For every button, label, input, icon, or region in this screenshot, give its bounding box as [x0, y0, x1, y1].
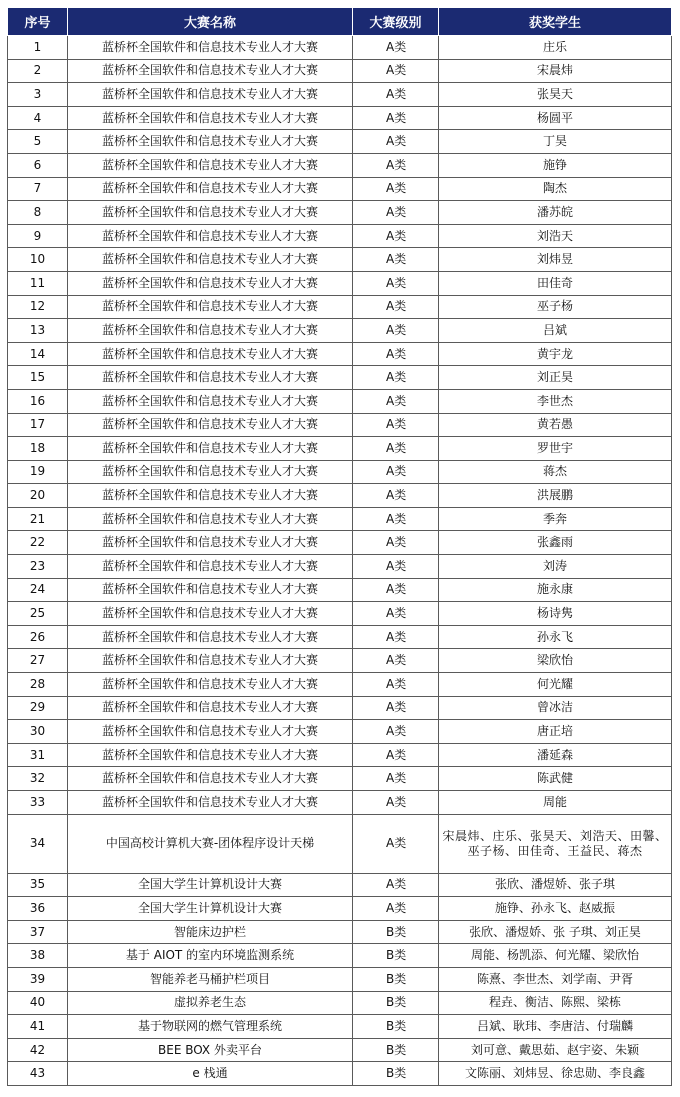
winners: 陈武健 — [439, 767, 672, 791]
competition-level: A类 — [353, 602, 439, 626]
winners: 程垚、衡洁、陈熙、梁栋 — [439, 991, 672, 1015]
winners: 吕斌 — [439, 319, 672, 343]
table-row — [8, 153, 672, 177]
row-number: 38 — [8, 944, 68, 968]
table-row — [8, 814, 672, 873]
awards-table-container — [7, 7, 672, 1086]
competition-level: A类 — [353, 814, 439, 873]
table-row — [8, 1062, 672, 1086]
table-row — [8, 342, 672, 366]
winners: 巫子杨 — [439, 295, 672, 319]
competition-level: A类 — [353, 484, 439, 508]
competition-name: 蓝桥杯全国软件和信息技术专业人才大赛 — [68, 153, 353, 177]
winners: 庄乐 — [439, 36, 672, 60]
competition-name: 蓝桥杯全国软件和信息技术专业人才大赛 — [68, 319, 353, 343]
winners: 唐正培 — [439, 720, 672, 744]
table-row — [8, 106, 672, 130]
row-number: 35 — [8, 873, 68, 897]
winners: 孙永飞 — [439, 625, 672, 649]
table-row — [8, 991, 672, 1015]
competition-level: B类 — [353, 920, 439, 944]
row-number: 17 — [8, 413, 68, 437]
competition-name: 蓝桥杯全国软件和信息技术专业人才大赛 — [68, 366, 353, 390]
competition-name: 全国大学生计算机设计大赛 — [68, 897, 353, 921]
competition-level: A类 — [353, 649, 439, 673]
table-row — [8, 602, 672, 626]
competition-name: 蓝桥杯全国软件和信息技术专业人才大赛 — [68, 342, 353, 366]
row-number: 42 — [8, 1038, 68, 1062]
winners: 何光耀 — [439, 673, 672, 697]
table-row — [8, 649, 672, 673]
table-row — [8, 767, 672, 791]
row-number: 7 — [8, 177, 68, 201]
table-row — [8, 555, 672, 579]
competition-level: B类 — [353, 1015, 439, 1039]
table-row — [8, 389, 672, 413]
competition-name: 蓝桥杯全国软件和信息技术专业人才大赛 — [68, 743, 353, 767]
competition-name: 蓝桥杯全国软件和信息技术专业人才大赛 — [68, 602, 353, 626]
competition-name: 蓝桥杯全国软件和信息技术专业人才大赛 — [68, 531, 353, 555]
competition-name: 基于 AIOT 的室内环境监测系统 — [68, 944, 353, 968]
row-number: 24 — [8, 578, 68, 602]
winners: 刘正昊 — [439, 366, 672, 390]
table-row — [8, 673, 672, 697]
competition-level: A类 — [353, 295, 439, 319]
competition-name: 蓝桥杯全国软件和信息技术专业人才大赛 — [68, 649, 353, 673]
competition-name: 虚拟养老生态 — [68, 991, 353, 1015]
competition-name: 蓝桥杯全国软件和信息技术专业人才大赛 — [68, 106, 353, 130]
winners: 施铮、孙永飞、赵威振 — [439, 897, 672, 921]
competition-name: 中国高校计算机大赛-团体程序设计天梯 — [68, 814, 353, 873]
competition-name: 蓝桥杯全国软件和信息技术专业人才大赛 — [68, 673, 353, 697]
awards-table — [7, 7, 672, 1086]
table-row — [8, 578, 672, 602]
winners: 蒋杰 — [439, 460, 672, 484]
winners: 张鑫雨 — [439, 531, 672, 555]
row-number: 40 — [8, 991, 68, 1015]
competition-name: 蓝桥杯全国软件和信息技术专业人才大赛 — [68, 507, 353, 531]
row-number: 18 — [8, 437, 68, 461]
row-number: 13 — [8, 319, 68, 343]
winners: 潘延森 — [439, 743, 672, 767]
competition-level: A类 — [353, 555, 439, 579]
header-row — [8, 8, 672, 36]
competition-name: 蓝桥杯全国软件和信息技术专业人才大赛 — [68, 720, 353, 744]
competition-level: A类 — [353, 130, 439, 154]
competition-level: A类 — [353, 106, 439, 130]
winners: 周能 — [439, 791, 672, 815]
competition-level: A类 — [353, 673, 439, 697]
competition-level: A类 — [353, 342, 439, 366]
competition-level: B类 — [353, 944, 439, 968]
competition-level: A类 — [353, 319, 439, 343]
winners: 陈熹、李世杰、刘学南、尹胥 — [439, 967, 672, 991]
table-row — [8, 967, 672, 991]
table-row — [8, 743, 672, 767]
competition-level: A类 — [353, 413, 439, 437]
winners: 杨诗隽 — [439, 602, 672, 626]
winners: 张欣、潘煜娇、张 子琪、刘正昊 — [439, 920, 672, 944]
row-number: 22 — [8, 531, 68, 555]
winners: 潘苏皖 — [439, 201, 672, 225]
competition-name: 蓝桥杯全国软件和信息技术专业人才大赛 — [68, 295, 353, 319]
competition-level: A类 — [353, 720, 439, 744]
competition-level: A类 — [353, 531, 439, 555]
competition-name: 蓝桥杯全国软件和信息技术专业人才大赛 — [68, 767, 353, 791]
winners: 宋晨炜 — [439, 59, 672, 83]
table-row — [8, 59, 672, 83]
winners: 丁昊 — [439, 130, 672, 154]
table-body — [8, 36, 672, 1086]
row-number: 43 — [8, 1062, 68, 1086]
table-row — [8, 484, 672, 508]
table-row — [8, 271, 672, 295]
winners: 张昊天 — [439, 83, 672, 107]
table-header — [8, 8, 672, 36]
competition-name: 蓝桥杯全国软件和信息技术专业人才大赛 — [68, 625, 353, 649]
winners: 文陈丽、刘炜昱、徐忠勋、李良鑫 — [439, 1062, 672, 1086]
winners: 刘涛 — [439, 555, 672, 579]
row-number: 41 — [8, 1015, 68, 1039]
competition-name: 蓝桥杯全国软件和信息技术专业人才大赛 — [68, 248, 353, 272]
row-number: 9 — [8, 224, 68, 248]
table-row — [8, 177, 672, 201]
table-row — [8, 36, 672, 60]
row-number: 23 — [8, 555, 68, 579]
winners: 黄宇龙 — [439, 342, 672, 366]
header-winners: 获奖学生 — [439, 8, 672, 36]
row-number: 16 — [8, 389, 68, 413]
row-number: 26 — [8, 625, 68, 649]
winners: 黄若愚 — [439, 413, 672, 437]
row-number: 4 — [8, 106, 68, 130]
competition-level: B类 — [353, 1038, 439, 1062]
competition-level: A类 — [353, 389, 439, 413]
winners: 季奔 — [439, 507, 672, 531]
winners: 刘浩天 — [439, 224, 672, 248]
table-row — [8, 696, 672, 720]
table-row — [8, 248, 672, 272]
competition-level: A类 — [353, 177, 439, 201]
winners: 罗世宇 — [439, 437, 672, 461]
competition-name: 蓝桥杯全国软件和信息技术专业人才大赛 — [68, 578, 353, 602]
competition-level: A类 — [353, 437, 439, 461]
row-number: 19 — [8, 460, 68, 484]
row-number: 10 — [8, 248, 68, 272]
competition-name: e 栈通 — [68, 1062, 353, 1086]
row-number: 39 — [8, 967, 68, 991]
competition-name: 蓝桥杯全国软件和信息技术专业人才大赛 — [68, 59, 353, 83]
header-competition-level: 大赛级别 — [353, 8, 439, 36]
competition-name: 蓝桥杯全国软件和信息技术专业人才大赛 — [68, 83, 353, 107]
row-number: 36 — [8, 897, 68, 921]
winners: 梁欣怡 — [439, 649, 672, 673]
table-row — [8, 1038, 672, 1062]
competition-level: B类 — [353, 991, 439, 1015]
competition-name: BEE BOX 外卖平台 — [68, 1038, 353, 1062]
competition-name: 蓝桥杯全国软件和信息技术专业人才大赛 — [68, 224, 353, 248]
competition-level: A类 — [353, 153, 439, 177]
competition-name: 蓝桥杯全国软件和信息技术专业人才大赛 — [68, 460, 353, 484]
winners: 杨圆平 — [439, 106, 672, 130]
table-row — [8, 531, 672, 555]
winners: 周能、杨凯添、何光耀、梁欣怡 — [439, 944, 672, 968]
table-row — [8, 83, 672, 107]
winners: 刘可意、戴思茹、赵宇姿、朱颖 — [439, 1038, 672, 1062]
table-row — [8, 791, 672, 815]
table-row — [8, 366, 672, 390]
competition-level: B类 — [353, 1062, 439, 1086]
row-number: 32 — [8, 767, 68, 791]
competition-level: A类 — [353, 696, 439, 720]
row-number: 29 — [8, 696, 68, 720]
competition-level: A类 — [353, 873, 439, 897]
competition-level: A类 — [353, 897, 439, 921]
table-row — [8, 413, 672, 437]
header-competition-name: 大赛名称 — [68, 8, 353, 36]
winners: 田佳奇 — [439, 271, 672, 295]
table-row — [8, 295, 672, 319]
row-number: 8 — [8, 201, 68, 225]
row-number: 11 — [8, 271, 68, 295]
row-number: 37 — [8, 920, 68, 944]
table-row — [8, 507, 672, 531]
table-row — [8, 437, 672, 461]
competition-name: 蓝桥杯全国软件和信息技术专业人才大赛 — [68, 696, 353, 720]
competition-name: 蓝桥杯全国软件和信息技术专业人才大赛 — [68, 271, 353, 295]
competition-level: A类 — [353, 36, 439, 60]
row-number: 3 — [8, 83, 68, 107]
table-row — [8, 920, 672, 944]
row-number: 5 — [8, 130, 68, 154]
competition-name: 全国大学生计算机设计大赛 — [68, 873, 353, 897]
competition-level: A类 — [353, 460, 439, 484]
row-number: 21 — [8, 507, 68, 531]
competition-level: B类 — [353, 967, 439, 991]
table-row — [8, 944, 672, 968]
winners: 施永康 — [439, 578, 672, 602]
competition-level: A类 — [353, 271, 439, 295]
table-row — [8, 1015, 672, 1039]
competition-level: A类 — [353, 83, 439, 107]
competition-level: A类 — [353, 224, 439, 248]
competition-name: 基于物联网的燃气管理系统 — [68, 1015, 353, 1039]
table-row — [8, 873, 672, 897]
table-row — [8, 460, 672, 484]
row-number: 12 — [8, 295, 68, 319]
competition-name: 蓝桥杯全国软件和信息技术专业人才大赛 — [68, 389, 353, 413]
table-row — [8, 130, 672, 154]
winners: 刘炜昱 — [439, 248, 672, 272]
winners: 宋晨炜、庄乐、张昊天、刘浩天、田馨、巫子杨、田佳奇、王益民、蒋杰 — [439, 814, 672, 873]
competition-level: A类 — [353, 248, 439, 272]
competition-level: A类 — [353, 366, 439, 390]
row-number: 6 — [8, 153, 68, 177]
table-row — [8, 897, 672, 921]
winners: 曾冰洁 — [439, 696, 672, 720]
competition-level: A类 — [353, 201, 439, 225]
competition-level: A类 — [353, 625, 439, 649]
row-number: 28 — [8, 673, 68, 697]
row-number: 27 — [8, 649, 68, 673]
competition-level: A类 — [353, 578, 439, 602]
competition-name: 蓝桥杯全国软件和信息技术专业人才大赛 — [68, 413, 353, 437]
competition-name: 蓝桥杯全国软件和信息技术专业人才大赛 — [68, 177, 353, 201]
row-number: 30 — [8, 720, 68, 744]
competition-level: A类 — [353, 59, 439, 83]
winners: 施铮 — [439, 153, 672, 177]
row-number: 14 — [8, 342, 68, 366]
row-number: 33 — [8, 791, 68, 815]
winners: 洪展鹏 — [439, 484, 672, 508]
competition-level: A类 — [353, 507, 439, 531]
row-number: 15 — [8, 366, 68, 390]
winners: 李世杰 — [439, 389, 672, 413]
row-number: 2 — [8, 59, 68, 83]
table-row — [8, 224, 672, 248]
competition-name: 蓝桥杯全国软件和信息技术专业人才大赛 — [68, 437, 353, 461]
competition-name: 智能床边护栏 — [68, 920, 353, 944]
winners: 吕斌、耿玮、李唐洁、付瑞麟 — [439, 1015, 672, 1039]
row-number: 25 — [8, 602, 68, 626]
table-row — [8, 625, 672, 649]
table-row — [8, 201, 672, 225]
winners: 张欣、潘煜娇、张子琪 — [439, 873, 672, 897]
winners: 陶杰 — [439, 177, 672, 201]
row-number: 20 — [8, 484, 68, 508]
row-number: 34 — [8, 814, 68, 873]
competition-name: 蓝桥杯全国软件和信息技术专业人才大赛 — [68, 791, 353, 815]
competition-level: A类 — [353, 791, 439, 815]
table-row — [8, 720, 672, 744]
competition-name: 蓝桥杯全国软件和信息技术专业人才大赛 — [68, 555, 353, 579]
row-number: 1 — [8, 36, 68, 60]
competition-name: 蓝桥杯全国软件和信息技术专业人才大赛 — [68, 36, 353, 60]
table-row — [8, 319, 672, 343]
competition-name: 蓝桥杯全国软件和信息技术专业人才大赛 — [68, 130, 353, 154]
competition-name: 智能养老马桶护栏项目 — [68, 967, 353, 991]
competition-name: 蓝桥杯全国软件和信息技术专业人才大赛 — [68, 484, 353, 508]
competition-level: A类 — [353, 743, 439, 767]
competition-name: 蓝桥杯全国软件和信息技术专业人才大赛 — [68, 201, 353, 225]
header-no: 序号 — [8, 8, 68, 36]
row-number: 31 — [8, 743, 68, 767]
competition-level: A类 — [353, 767, 439, 791]
